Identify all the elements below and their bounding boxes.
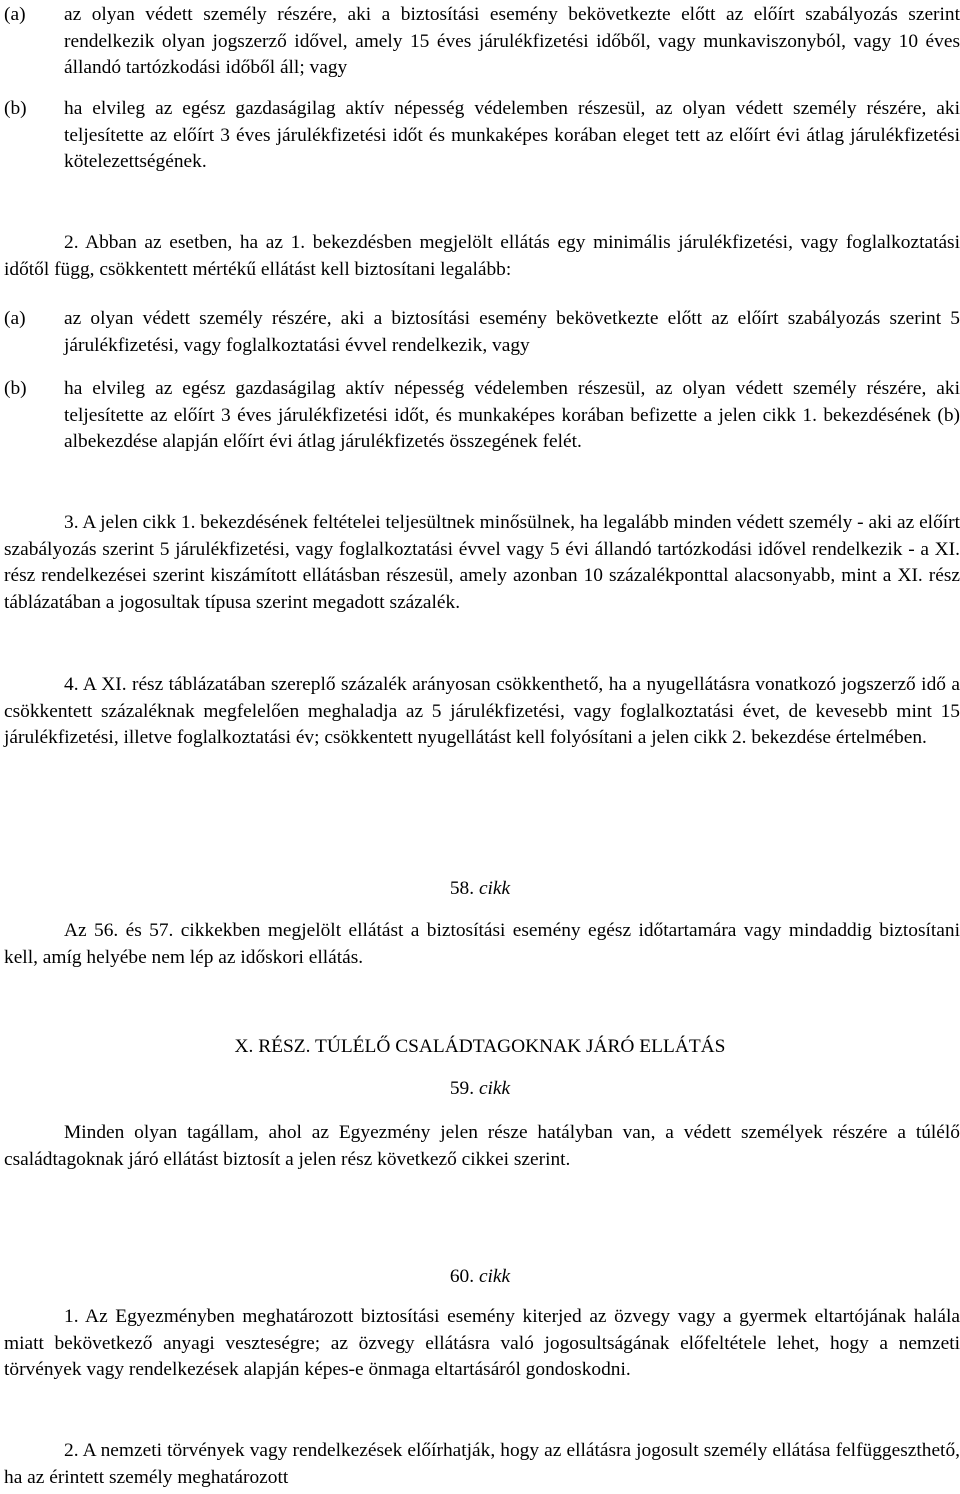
item-text: az olyan védett személy részére, aki a biztosítási esemény bekövetkezte előtt az előírt szabályozás szerint 5 járulékfizetési, vagy foglalkoztatási évvel rendelkezik, vagy xyxy=(64,308,960,356)
list-item-b xyxy=(4,376,960,456)
list-item-b xyxy=(4,96,960,176)
list-item-a xyxy=(4,306,960,359)
paragraph-60-1: 1. Az Egyezményben meghatározott biztosítási esemény kiterjed az özvegy vagy a gyermek eltartójának halála miatt bekövetkező anyagi veszteségre; az özvegy ellátásra való jogosultságának előfeltétele lehet, hogy a nemzeti törvények vagy rendelkezések alapján képes-e önmaga eltartásáról gondoskodni. xyxy=(4,1306,960,1381)
article-number: 58. xyxy=(449,878,475,899)
article-heading-58 xyxy=(0,876,960,903)
article-word: cikk xyxy=(478,1078,511,1099)
article-word: cikk xyxy=(478,878,511,899)
paragraph-2: 2. Abban az esetben, ha az 1. bekezdésben megjelölt ellátás egy minimális járulékfizetési, vagy foglalkoztatási időtől függ, csökkentett mértékű ellátást kell biztosítani legalább: xyxy=(4,232,960,280)
article-word: cikk xyxy=(478,1266,511,1287)
paragraph-60-2: 2. A nemzeti törvények vagy rendelkezések előírhatják, hogy az ellátásra jogosult személy ellátása felfüggeszthető, ha az érintett személy meghatározott xyxy=(4,1440,960,1488)
item-label: (a) xyxy=(4,4,26,25)
item-text: ha elvileg az egész gazdaságilag aktív népesség védelemben részesül, az olyan védett személy részére, aki teljesítette az előírt 3 éves járulékfizetési időt, és munkaképes korában befizette a jelen cikk 1. bekezdésének (b) albekezdése alapján előírt évi átlag járulékfizetés összegének felét. xyxy=(64,378,960,453)
article-number: 60. xyxy=(449,1266,475,1287)
item-text: az olyan védett személy részére, aki a biztosítási esemény bekövetkezte előtt az előírt szabályozás szerint rendelkezik olyan jogszerző idővel, amely 15 éves járulékfizetési időből, vagy munkaviszonyból, vagy 10 éves állandó tartózkodási időből áll; vagy xyxy=(64,4,960,79)
paragraph-59: Minden olyan tagállam, ahol az Egyezmény jelen része hatályban van, a védett személyek részére a túlélő családtagoknak járó ellátást biztosít a jelen rész következő cikkei szerint. xyxy=(4,1122,960,1170)
item-label: (b) xyxy=(4,378,27,399)
item-label: (a) xyxy=(4,308,26,329)
paragraph-58: Az 56. és 57. cikkekben megjelölt ellátást a biztosítási esemény egész időtartamára vagy mindaddig biztosítani kell, amíg helyébe nem lép az időskori ellátás. xyxy=(4,920,960,968)
article-heading-60 xyxy=(0,1264,960,1291)
item-text: ha elvileg az egész gazdaságilag aktív népesség védelemben részesül, az olyan védett személy részére, aki teljesítette az előírt 3 éves járulékfizetési időt és munkaképes korában eleget tett az előírt évi átlag járulékfizetési kötelezettségének. xyxy=(64,98,960,173)
article-number: 59. xyxy=(449,1078,475,1099)
section-title: X. RÉSZ. TÚLÉLŐ CSALÁDTAGOKNAK JÁRÓ ELLÁTÁS xyxy=(234,1036,726,1057)
item-label: (b) xyxy=(4,98,27,119)
article-heading-59 xyxy=(0,1076,960,1103)
paragraph-3: 3. A jelen cikk 1. bekezdésének feltételei teljesültnek minősülnek, ha legalább minden védett személy - aki az előírt szabályozás szerint 5 járulékfizetési, vagy foglalkoztatási évvel vagy 5 évi állandó tartózkodási idővel rendelkezik - a XI. rész rendelkezései szerint kiszámított ellátásban részesül, amely azonban 10 százalékponttal alacsonyabb, mint a XI. rész táblázatában a jogosultak típusa szerint megadott százalék. xyxy=(4,512,960,613)
list-item-a xyxy=(4,2,960,82)
paragraph-4: 4. A XI. rész táblázatában szereplő százalék arányosan csökkenthető, ha a nyugellátásra vonatkozó jogszerző idő a csökkentett százaléknak megfelelően meghaladja az 5 járulékfizetési, vagy foglalkoztatási évet, de kevesebb mint 15 járulékfizetési, illetve foglalkoztatási év; csökkentett nyugellátást kell folyósítani a jelen cikk 2. bekezdése értelmében. xyxy=(4,674,960,749)
